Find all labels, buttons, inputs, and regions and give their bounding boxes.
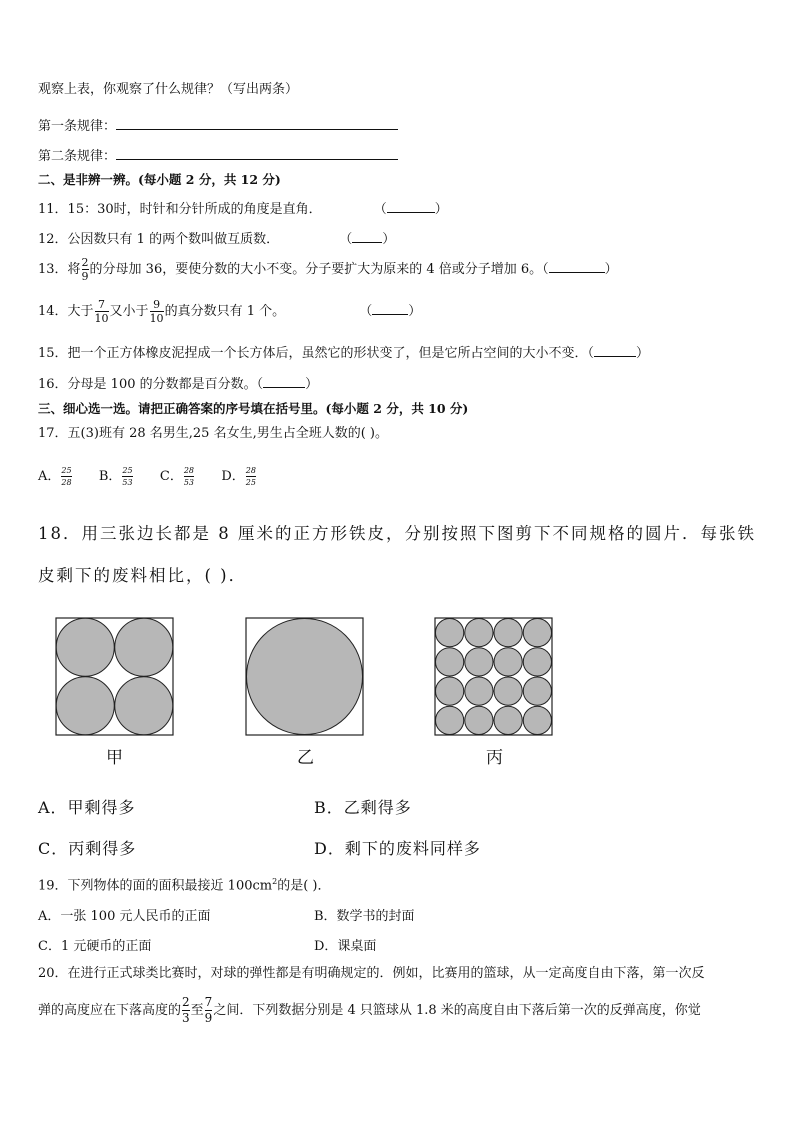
figure-bing-circle [494, 706, 522, 734]
q14-fraction-1: $\frac{7}{10}$ [94, 298, 109, 325]
q13-paren-close: ） [604, 262, 618, 277]
q18-line-1: 18．用三张边长都是 8 厘米的正方形铁皮，分别按照下图剪下不同规格的圆片．每张铁 [38, 524, 756, 543]
figure-bing-circle [465, 648, 493, 676]
q16-paren-close: ） [305, 377, 319, 392]
rule2-line [38, 146, 398, 165]
figure-bing-circle [523, 677, 551, 705]
q20-line-2 [38, 996, 701, 1025]
q18-option-d[interactable]: D．剩下的废料同样多 [314, 839, 481, 858]
question-16 [38, 374, 318, 393]
q20-mid: 至 [190, 1003, 204, 1018]
rule2-blank[interactable] [116, 146, 398, 160]
q14-paren-open: （ [359, 304, 373, 319]
q19-post: 的是( )． [277, 878, 331, 894]
figure-bing-circle [494, 677, 522, 705]
question-14 [38, 299, 421, 324]
q18-figures [0, 610, 794, 740]
figure-label-yi: 乙 [297, 748, 314, 768]
q13-pre: 13．将 [38, 262, 81, 277]
q17-option-d[interactable]: D． $\frac{28}{25}$ [221, 466, 256, 487]
figure-bing-circle [494, 619, 522, 647]
question-11 [38, 199, 448, 218]
q11-paren-open: （ [373, 202, 387, 217]
question-19 [38, 874, 330, 894]
q15-paren-close: ） [636, 346, 650, 361]
q14-pre: 14．大于 [38, 304, 94, 319]
q11-text: 11．15：30时，时针和分针所成的角度是直角． [38, 202, 322, 217]
q18-option-b[interactable]: B．乙剩得多 [314, 798, 412, 817]
q13-post: 的分母加 36，要使分数的大小不变。分子要扩大为原来的 4 倍或分子增加 6。（ [89, 262, 549, 277]
section3-header: 三、细心选一选。请把正确答案的序号填在括号里。(每小题 2 分，共 10 分) [38, 401, 469, 416]
figure-bing [435, 618, 552, 735]
q19-option-c[interactable]: C．1 元硬币的正面 [38, 939, 152, 954]
q17-option-c[interactable]: C． $\frac{28}{53}$ [159, 466, 195, 487]
q14-post: 的真分数只有 1 个。 [164, 304, 286, 319]
question-17: 17．五(3)班有 28 名男生,25 名女生,男生占全班人数的( )。 [38, 426, 388, 441]
q16-answer-blank[interactable] [263, 374, 305, 388]
figure-jia-circle [115, 618, 173, 676]
q14-answer-blank[interactable] [372, 301, 408, 315]
q12-paren-open: （ [339, 232, 353, 247]
figure-label-bing: 丙 [486, 748, 503, 768]
figure-yi [246, 618, 363, 735]
question-12 [38, 229, 395, 248]
q20-fraction-1: $\frac{2}{3}$ [182, 995, 190, 1025]
q17-option-b[interactable]: B． $\frac{25}{53}$ [98, 466, 133, 487]
q12-answer-blank[interactable] [352, 229, 382, 243]
rule1-line [38, 116, 398, 135]
figure-bing-circle [523, 648, 551, 676]
q12-paren-close: ） [382, 232, 396, 247]
figure-jia [56, 618, 173, 735]
figure-yi-circle [247, 619, 363, 735]
question-15 [38, 343, 649, 362]
figure-jia-circle [56, 618, 114, 676]
q17-option-a[interactable]: A． $\frac{25}{28}$ [38, 466, 72, 487]
q14-mid: 又小于 [109, 304, 149, 319]
figure-bing-circle [494, 648, 522, 676]
rule1-label: 第一条规律： [38, 119, 117, 134]
q13-fraction: $\frac{2}{9}$ [81, 256, 89, 283]
figure-bing-circle [436, 648, 464, 676]
figure-bing-circle [465, 677, 493, 705]
figure-jia-circle [115, 677, 173, 735]
q16-text: 16．分母是 100 的分数都是百分数。（ [38, 377, 264, 392]
q15-text: 15．把一个正方体橡皮泥捏成一个长方体后，虽然它的形状变了，但是它所占空间的大小不变．（ [38, 346, 595, 361]
q20-line-1: 20．在进行正式球类比赛时，对球的弹性都是有明确规定的．例如，比赛用的篮球，从一定高度自由下落，第一次反 [38, 966, 705, 981]
q19-option-a[interactable]: A．一张 100 元人民币的正面 [38, 909, 211, 924]
q20-fraction-2: $\frac{7}{9}$ [204, 995, 213, 1025]
q15-answer-blank[interactable] [594, 343, 636, 357]
figure-bing-circle [523, 619, 551, 647]
section2-header: 二、是非辨一辨。(每小题 2 分，共 12 分) [38, 172, 281, 187]
q18-line-2: 皮剩下的废料相比，( )． [38, 566, 248, 585]
q11-paren-close: ） [434, 202, 448, 217]
figure-bing-circle [436, 677, 464, 705]
figure-bing-circle [436, 706, 464, 734]
rule1-blank[interactable] [116, 116, 398, 130]
figure-label-jia: 甲 [106, 748, 123, 768]
q14-paren-close: ） [408, 304, 422, 319]
q12-text: 12．公因数只有 1 的两个数叫做互质数． [38, 232, 280, 247]
q19-pre: 19．下列物体的面的面积最接近 100cm [38, 878, 273, 894]
q20-pre: 弹的高度应在下落高度的 [38, 1003, 182, 1018]
question-13 [38, 257, 618, 282]
q18-option-c[interactable]: C．丙剩得多 [38, 839, 137, 858]
q20-post: 之间．下列数据分别是 4 只篮球从 1.8 米的高度自由下落后第一次的反弹高度，你觉 [213, 1003, 701, 1018]
q14-fraction-2: $\frac{9}{10}$ [149, 298, 164, 325]
figure-bing-circle [523, 706, 551, 734]
q19-option-b[interactable]: B．数学书的封面 [314, 909, 415, 924]
figure-bing-circle [465, 619, 493, 647]
figure-bing-circle [436, 619, 464, 647]
q19-option-d[interactable]: D．课桌面 [314, 939, 377, 954]
q18-option-a[interactable]: A．甲剩得多 [38, 798, 136, 817]
observe-prompt: 观察上表，你观察了什么规律？（写出两条） [38, 82, 299, 97]
rule2-label: 第二条规律： [38, 149, 117, 164]
q17-options [38, 466, 257, 487]
q13-answer-blank[interactable] [549, 259, 605, 273]
q19-sup: 2 [272, 877, 278, 886]
figure-jia-circle [56, 677, 114, 735]
q11-answer-blank[interactable] [387, 199, 435, 213]
figure-bing-circle [465, 706, 493, 734]
